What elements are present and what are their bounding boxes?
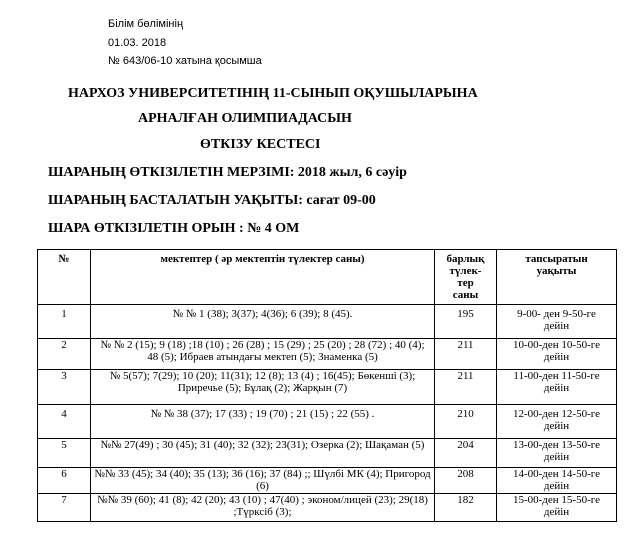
row-total: 195	[435, 305, 497, 339]
row-time: 9-00- ден 9-50-ге дейін	[497, 305, 617, 339]
row-schools: № № 2 (15); 9 (18) ;18 (10) ; 26 (28) ; 15 (29) ; 25 (20) ; 28 (72) ; 40 (4); 48 (5); Ибраев атындағы мектеп (5); Знаменка (5)	[91, 339, 435, 370]
header-meta-line2: 01.03. 2018	[108, 37, 167, 49]
row-num: 6	[38, 468, 91, 494]
row-num: 3	[38, 370, 91, 405]
info-start: ШАРАНЫҢ БАСТАЛАТЫН УАҚЫТЫ: сағат 09-00	[48, 193, 376, 208]
table-row	[38, 405, 617, 439]
row-time: 13-00-ден 13-50-ге дейін	[497, 439, 617, 468]
row-schools: №№ 33 (45); 34 (40); 35 (13); 36 (16); 37 (84) ;; Шүлбі МК (4); Пригород (6)	[91, 468, 435, 494]
row-schools: №№ 27(49) ; 30 (45); 31 (40); 32 (32); 23(31); Озерка (2); Шақаман (5)	[91, 439, 435, 468]
header-time: тапсыратын уақыты	[497, 250, 617, 305]
schedule-table	[37, 249, 617, 522]
row-time: 11-00-ден 11-50-ге дейін	[497, 370, 617, 405]
row-schools: № 5(57); 7(29); 10 (20); 11(31); 12 (8); 13 (4) ; 16(45); Бөкенші (3); Приречье (5); Бұлақ (2); Жарқын (7)	[91, 370, 435, 405]
header-meta-line1: Білім бөлімінің	[108, 18, 184, 30]
header-schools: мектептер ( әр мектептін түлектер саны)	[91, 250, 435, 305]
table-header-row	[38, 250, 617, 305]
title-line1: НАРХОЗ УНИВЕРСИТЕТІНІҢ 11-СЫНЫП ОҚУШЫЛАРЫНА	[68, 86, 478, 101]
row-total: 182	[435, 494, 497, 522]
table-row	[38, 439, 617, 468]
row-num: 2	[38, 339, 91, 370]
title-line3: ӨТКІЗУ КЕСТЕСІ	[200, 137, 321, 152]
info-date: ШАРАНЫҢ ӨТКІЗІЛЕТІН МЕРЗІМІ: 2018 жыл, 6 сәуір	[48, 165, 407, 180]
row-time: 15-00-ден 15-50-ге дейін	[497, 494, 617, 522]
table-row	[38, 339, 617, 370]
row-num: 5	[38, 439, 91, 468]
row-time: 10-00-ден 10-50-ге дейін	[497, 339, 617, 370]
row-total: 211	[435, 370, 497, 405]
info-place: ШАРА ӨТКІЗІЛЕТІН ОРЫН : № 4 ОМ	[48, 221, 300, 236]
row-schools: № № 1 (38); 3(37); 4(36); 6 (39); 8 (45).	[91, 305, 435, 339]
table-row	[38, 305, 617, 339]
header-num: №	[38, 250, 91, 305]
row-schools: №№ 39 (60); 41 (8); 42 (20); 43 (10) ; 47(40) ; эконом/лицей (23); 29(18) ;Түрксіб (3);	[91, 494, 435, 522]
header-total: барлық түлек-тер саны	[435, 250, 497, 305]
row-num: 1	[38, 305, 91, 339]
row-num: 7	[38, 494, 91, 522]
header-meta-line3: № 643/06-10 хатына қосымша	[108, 55, 262, 67]
row-schools: № № 38 (37); 17 (33) ; 19 (70) ; 21 (15) ; 22 (55) .	[91, 405, 435, 439]
table-row	[38, 370, 617, 405]
row-num: 4	[38, 405, 91, 439]
row-time: 14-00-ден 14-50-ге дейін	[497, 468, 617, 494]
table-row	[38, 494, 617, 522]
row-total: 204	[435, 439, 497, 468]
table-row	[38, 468, 617, 494]
row-total: 211	[435, 339, 497, 370]
row-total: 210	[435, 405, 497, 439]
title-line2: АРНАЛҒАН ОЛИМПИАДАСЫН	[138, 111, 352, 126]
row-time: 12-00-ден 12-50-ге дейін	[497, 405, 617, 439]
row-total: 208	[435, 468, 497, 494]
